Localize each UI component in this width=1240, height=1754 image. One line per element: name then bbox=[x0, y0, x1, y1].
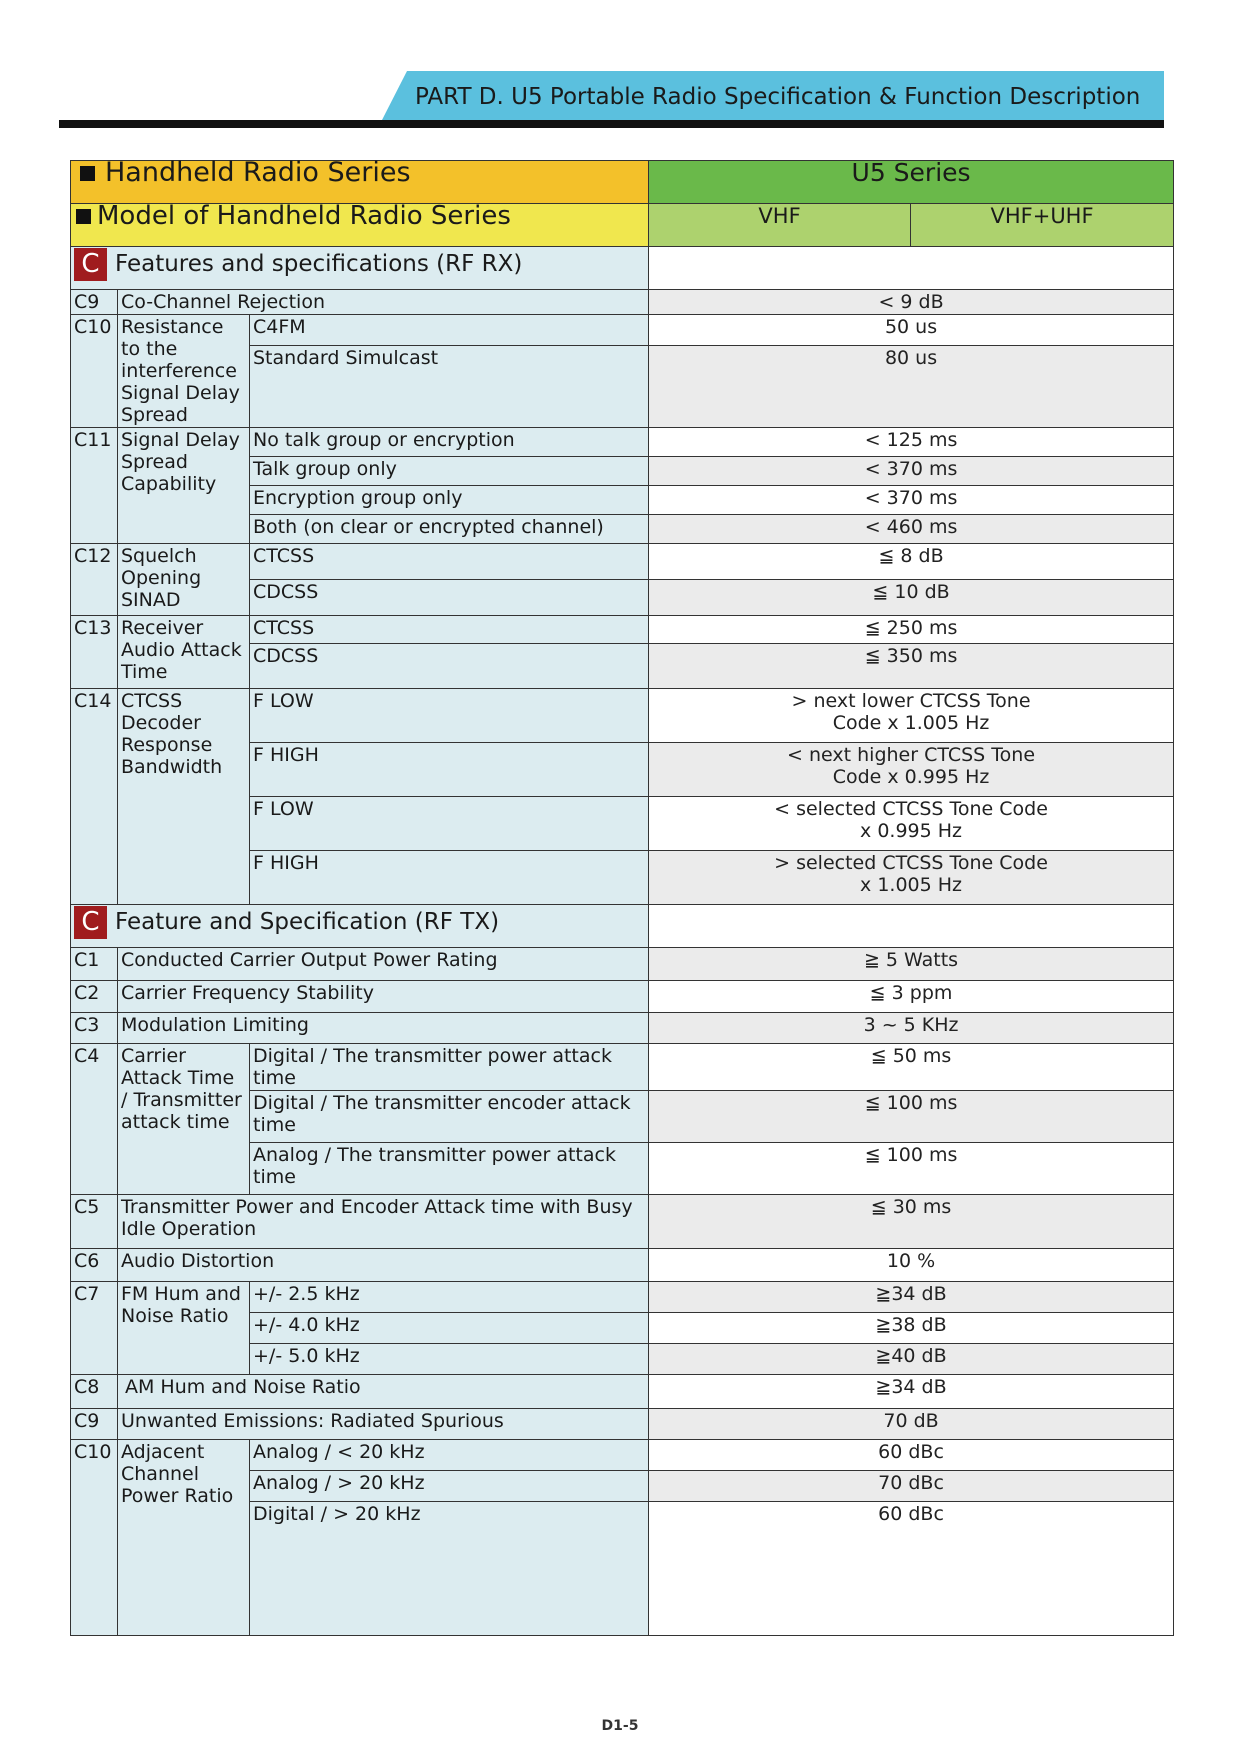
spec-sub-label: F LOW bbox=[250, 797, 649, 851]
spec-sub-label: Analog / The transmitter power attack time bbox=[250, 1143, 649, 1195]
page-number: D1-5 bbox=[601, 1718, 639, 1734]
spec-value: ≦ 250 ms bbox=[649, 616, 1174, 644]
spec-label: Signal Delay Spread Capability bbox=[118, 428, 250, 544]
spec-label: Modulation Limiting bbox=[118, 1013, 649, 1044]
spec-sub-label: Both (on clear or encrypted channel) bbox=[250, 515, 649, 544]
spec-sub-label: Digital / The transmitter encoder attack time bbox=[250, 1091, 649, 1143]
spec-sub-label: +/- 2.5 kHz bbox=[250, 1282, 649, 1313]
spec-label: FM Hum and Noise Ratio bbox=[118, 1282, 250, 1375]
spec-value: 60 dBc bbox=[649, 1502, 1174, 1636]
spec-sub-label: F HIGH bbox=[250, 743, 649, 797]
series-title: Handheld Radio Series bbox=[105, 157, 411, 188]
spec-code: C8 bbox=[71, 1375, 118, 1409]
spec-sub-label: CTCSS bbox=[250, 544, 649, 580]
spec-row-tx-c3 bbox=[71, 1013, 1174, 1044]
spec-value-line: Code x 0.995 Hz bbox=[832, 766, 990, 788]
spec-code: C9 bbox=[71, 1409, 118, 1440]
spec-code: C4 bbox=[71, 1044, 118, 1195]
spec-value: ≦ 50 ms bbox=[649, 1044, 1174, 1091]
spec-value: 3 ~ 5 KHz bbox=[649, 1013, 1174, 1044]
series-name: U5 Series bbox=[649, 161, 1174, 204]
spec-value: < 125 ms bbox=[649, 428, 1174, 457]
spec-value: < 460 ms bbox=[649, 515, 1174, 544]
spec-value: 60 dBc bbox=[649, 1440, 1174, 1471]
spec-code: C10 bbox=[71, 315, 118, 428]
spec-value: ≧34 dB bbox=[649, 1375, 1174, 1409]
spec-row-rx-c10 bbox=[71, 315, 1174, 346]
spec-sub-label: F HIGH bbox=[250, 851, 649, 905]
spec-sub-label: +/- 5.0 kHz bbox=[250, 1344, 649, 1375]
spec-code: C3 bbox=[71, 1013, 118, 1044]
spec-label: Carrier Frequency Stability bbox=[118, 981, 649, 1013]
spec-value: 10 % bbox=[649, 1249, 1174, 1282]
spec-sub-label: Encryption group only bbox=[250, 486, 649, 515]
spec-value-line: x 1.005 Hz bbox=[860, 874, 963, 896]
spec-sub-label: Digital / The transmitter power attack time bbox=[250, 1044, 649, 1091]
square-bullet-icon bbox=[80, 166, 95, 181]
spec-sub-label: Analog / < 20 kHz bbox=[250, 1440, 649, 1471]
spec-value-line: < next higher CTCSS Tone bbox=[787, 744, 1036, 766]
spec-value: ≦ 350 ms bbox=[649, 644, 1174, 689]
spec-value: 80 us bbox=[649, 346, 1174, 428]
spec-row-tx-c9 bbox=[71, 1409, 1174, 1440]
spec-sub-label: Digital / > 20 kHz bbox=[250, 1502, 649, 1636]
model-row bbox=[71, 204, 1174, 247]
spec-sub-label: No talk group or encryption bbox=[250, 428, 649, 457]
spec-row-tx-c6 bbox=[71, 1249, 1174, 1282]
model-title: Model of Handheld Radio Series bbox=[97, 201, 511, 231]
spec-value bbox=[649, 689, 1174, 743]
spec-value: ≦ 8 dB bbox=[649, 544, 1174, 580]
spec-value-line: Code x 1.005 Hz bbox=[832, 712, 990, 734]
spec-sub-label: CTCSS bbox=[250, 616, 649, 644]
spec-value-line: > next lower CTCSS Tone bbox=[791, 690, 1031, 712]
spec-row-tx-c2 bbox=[71, 981, 1174, 1013]
spec-value: ≦ 100 ms bbox=[649, 1091, 1174, 1143]
spec-row-tx-c8 bbox=[71, 1375, 1174, 1409]
spec-value: ≦ 100 ms bbox=[649, 1143, 1174, 1195]
spec-value: 70 dB bbox=[649, 1409, 1174, 1440]
spec-code: C6 bbox=[71, 1249, 118, 1282]
spec-sub-label: C4FM bbox=[250, 315, 649, 346]
model-vhf-uhf: VHF+UHF bbox=[911, 204, 1174, 247]
spec-label: Transmitter Power and Encoder Attack time with Busy Idle Operation bbox=[118, 1195, 649, 1249]
spec-code: C5 bbox=[71, 1195, 118, 1249]
model-vhf: VHF bbox=[649, 204, 911, 247]
spec-value: 70 dBc bbox=[649, 1471, 1174, 1502]
spec-code: C7 bbox=[71, 1282, 118, 1375]
spec-sub-label: F LOW bbox=[250, 689, 649, 743]
spec-row-rx-c14 bbox=[71, 689, 1174, 743]
spec-label: Receiver Audio Attack Time bbox=[118, 616, 250, 689]
spec-code: C9 bbox=[71, 290, 118, 315]
spec-label: Co-Channel Rejection bbox=[118, 290, 649, 315]
section-badge: C bbox=[74, 906, 107, 939]
spec-label: Adjacent Channel Power Ratio bbox=[118, 1440, 250, 1636]
spec-row-rx-c12 bbox=[71, 544, 1174, 580]
spec-value bbox=[649, 797, 1174, 851]
spec-value: 50 us bbox=[649, 315, 1174, 346]
header-rule bbox=[59, 120, 1164, 128]
spec-value: ≦ 10 dB bbox=[649, 580, 1174, 616]
spec-value-line: > selected CTCSS Tone Code bbox=[774, 852, 1048, 874]
spec-value: ≧34 dB bbox=[649, 1282, 1174, 1313]
spec-value-line: < selected CTCSS Tone Code bbox=[774, 798, 1048, 820]
spec-label: Conducted Carrier Output Power Rating bbox=[118, 948, 649, 981]
spec-code: C13 bbox=[71, 616, 118, 689]
spec-label: Carrier Attack Time / Transmitter attack time bbox=[118, 1044, 250, 1195]
spec-value bbox=[649, 743, 1174, 797]
section-tx-header bbox=[71, 905, 1174, 948]
spec-label: Resistance to the interference Signal Delay Spread bbox=[118, 315, 250, 428]
spec-label: Unwanted Emissions: Radiated Spurious bbox=[118, 1409, 649, 1440]
spec-label: Squelch Opening SINAD bbox=[118, 544, 250, 616]
spec-row-tx-c10 bbox=[71, 1440, 1174, 1471]
spec-code: C10 bbox=[71, 1440, 118, 1636]
spec-value: < 370 ms bbox=[649, 457, 1174, 486]
spec-row-rx-c13 bbox=[71, 616, 1174, 644]
section-badge: C bbox=[74, 248, 107, 281]
spec-label: AM Hum and Noise Ratio bbox=[118, 1375, 649, 1409]
spec-row-tx-c7 bbox=[71, 1282, 1174, 1313]
spec-value: ≦ 30 ms bbox=[649, 1195, 1174, 1249]
spec-value-line: x 0.995 Hz bbox=[860, 820, 963, 842]
spec-sub-label: CDCSS bbox=[250, 580, 649, 616]
spec-sub-label: Talk group only bbox=[250, 457, 649, 486]
spec-code: C11 bbox=[71, 428, 118, 544]
series-row bbox=[71, 161, 1174, 204]
spec-code: C14 bbox=[71, 689, 118, 905]
spec-code: C1 bbox=[71, 948, 118, 981]
spec-value: < 9 dB bbox=[649, 290, 1174, 315]
spec-sub-label: +/- 4.0 kHz bbox=[250, 1313, 649, 1344]
spec-value: ≦ 3 ppm bbox=[649, 981, 1174, 1013]
spec-label: Audio Distortion bbox=[118, 1249, 649, 1282]
page-title: PART D. U5 Portable Radio Specification & Function Description bbox=[415, 84, 1141, 110]
spec-value: < 370 ms bbox=[649, 486, 1174, 515]
square-bullet-icon bbox=[76, 209, 91, 224]
section-title: Feature and Specification (RF TX) bbox=[115, 909, 500, 935]
section-rx-header bbox=[71, 247, 1174, 290]
spec-value: ≧40 dB bbox=[649, 1344, 1174, 1375]
spec-value: ≧ 5 Watts bbox=[649, 948, 1174, 981]
spec-code: C2 bbox=[71, 981, 118, 1013]
spec-row-tx-c1 bbox=[71, 948, 1174, 981]
spec-row-tx-c5 bbox=[71, 1195, 1174, 1249]
spec-code: C12 bbox=[71, 544, 118, 616]
spec-table bbox=[70, 157, 1174, 1636]
spec-row-rx-c11 bbox=[71, 428, 1174, 457]
spec-sub-label: CDCSS bbox=[250, 644, 649, 689]
spec-value bbox=[649, 851, 1174, 905]
spec-row-tx-c4 bbox=[71, 1044, 1174, 1091]
section-title: Features and specifications (RF RX) bbox=[115, 251, 523, 277]
spec-sub-label: Analog / > 20 kHz bbox=[250, 1471, 649, 1502]
spec-sub-label: Standard Simulcast bbox=[250, 346, 649, 428]
spec-value: ≧38 dB bbox=[649, 1313, 1174, 1344]
spec-label: CTCSS Decoder Response Bandwidth bbox=[118, 689, 250, 905]
spec-row-rx-c9 bbox=[71, 290, 1174, 315]
